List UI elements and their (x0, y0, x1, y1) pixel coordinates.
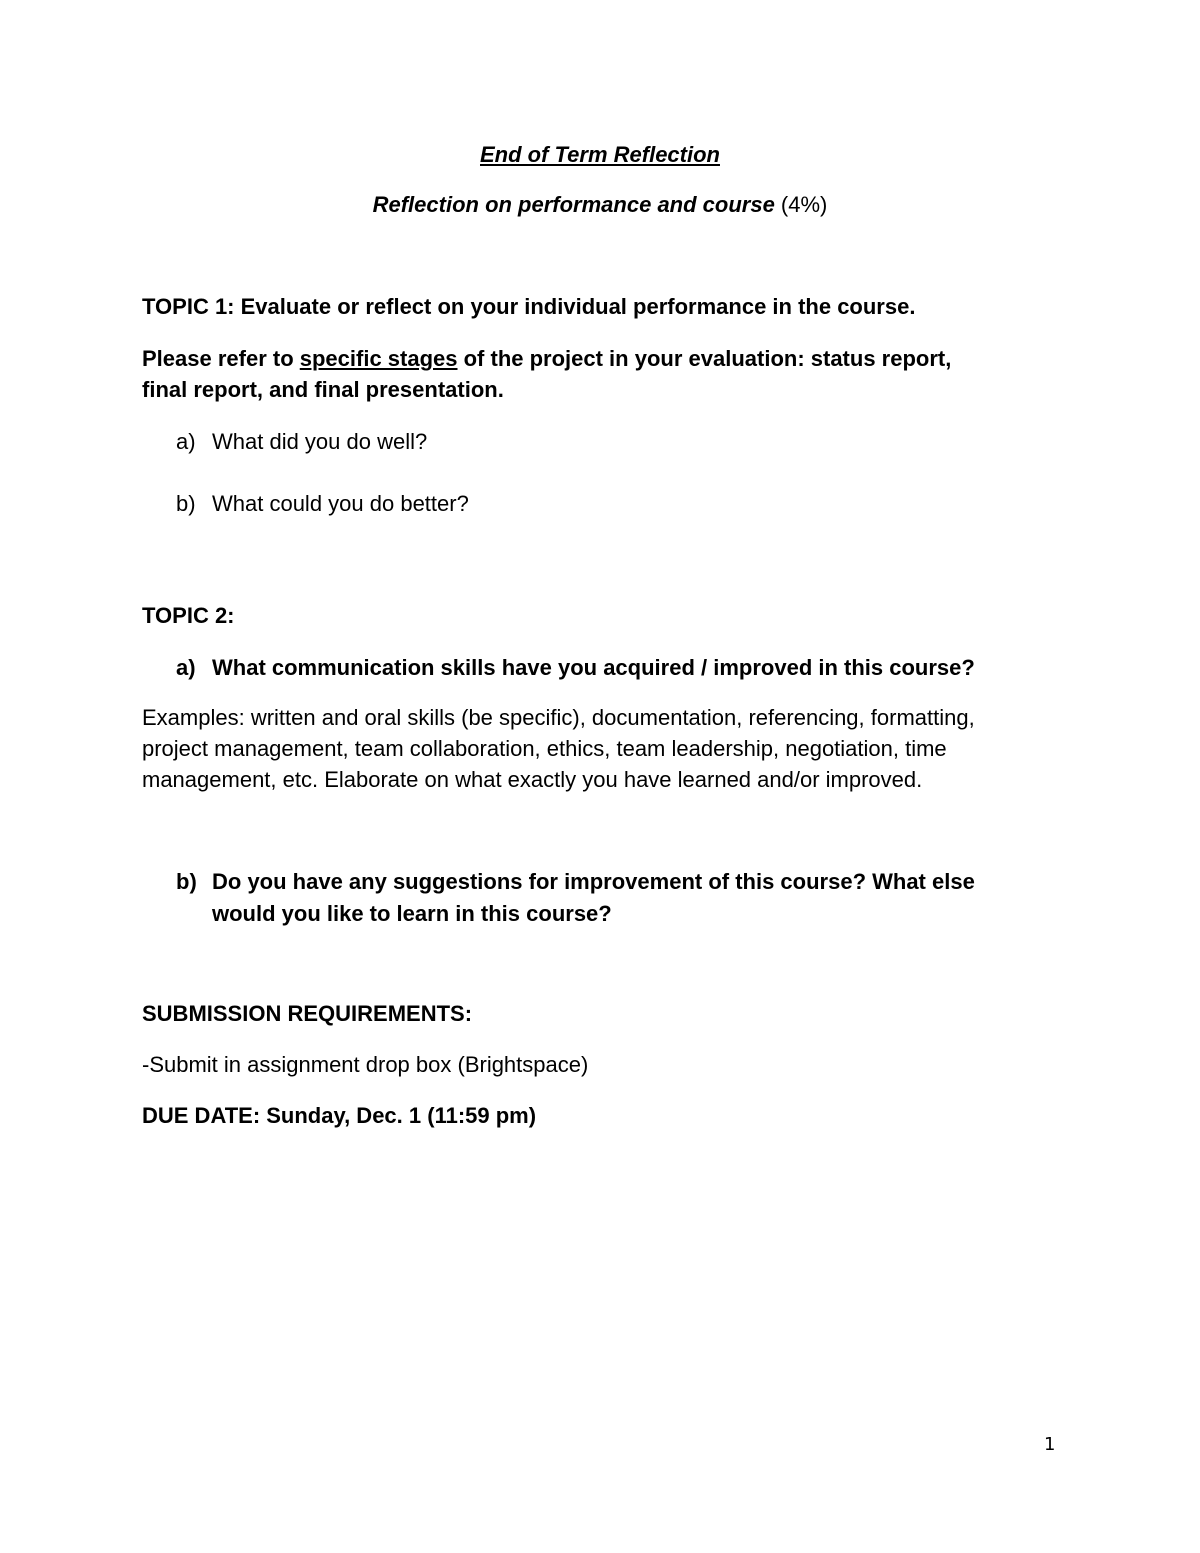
topic1-instruction-underlined: specific stages (299, 346, 458, 371)
topic1-heading: TOPIC 1: Evaluate or reflect on your individual performance in the course. (142, 294, 916, 319)
topic1-item-a: What did you do well? (212, 429, 428, 454)
submission-heading: SUBMISSION REQUIREMENTS: (142, 1001, 473, 1026)
topic1-instruction-pre: Please refer to (142, 346, 300, 371)
topic2-examples-line3: management, etc. Elaborate on what exactly you have learned and/or improved. (142, 767, 923, 792)
page-number: 1 (1044, 1434, 1056, 1455)
topic1-instruction-line2: final report, and final presentation. (142, 377, 504, 402)
topic1-item-b: What could you do better? (212, 491, 469, 516)
topic2-heading: TOPIC 2: (142, 603, 235, 628)
topic1-item-b-marker: b) (176, 491, 196, 516)
topic2-item-b-marker: b) (176, 869, 197, 894)
document-title: End of Term Reflection (480, 142, 720, 167)
subtitle-weight: (4%) (774, 192, 828, 217)
submission-line: -Submit in assignment drop box (Brightspace) (142, 1052, 589, 1077)
due-date: DUE DATE: Sunday, Dec. 1 (11:59 pm) (142, 1103, 537, 1128)
topic2-examples-line2: project management, team collaboration, ethics, team leadership, negotiation, time (142, 736, 947, 761)
subtitle-text: Reflection on performance and course (372, 192, 775, 217)
topic2-item-b-line2: would you like to learn in this course? (212, 901, 612, 926)
topic2-item-a: What communication skills have you acquired / improved in this course? (212, 655, 975, 680)
topic2-examples-line1: Examples: written and oral skills (be specific), documentation, referencing, formatting, (142, 705, 975, 730)
document-subtitle (0, 194, 1200, 216)
topic1-instruction-post: of the project in your evaluation: status report, (457, 346, 952, 371)
topic2-item-b-line1: Do you have any suggestions for improvement of this course? What else (212, 869, 975, 894)
topic1-item-a-marker: a) (176, 429, 196, 454)
topic1-instruction-line1 (142, 348, 951, 370)
topic2-item-a-marker: a) (176, 655, 196, 680)
